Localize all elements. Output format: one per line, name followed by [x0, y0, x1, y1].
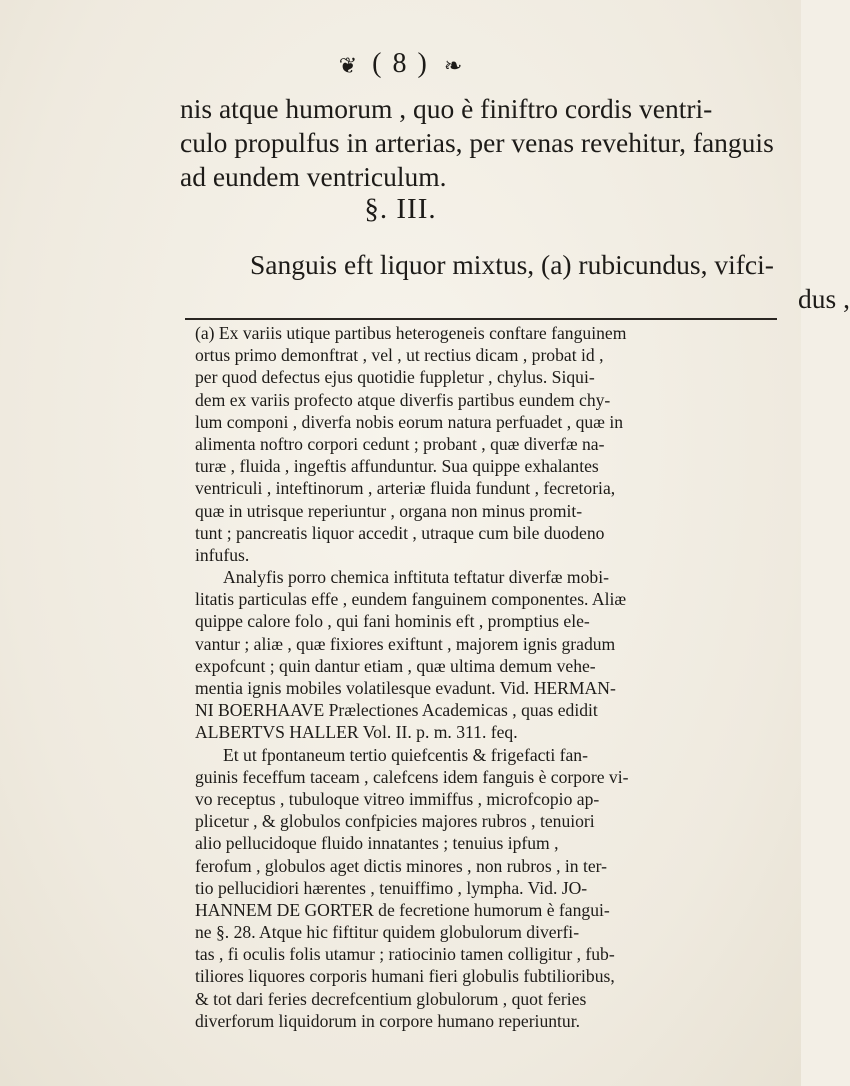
footnote-line: ferofum , globulos aget dictis minores , non rubros , in ter-	[195, 855, 608, 876]
text-line: nis atque humorum , quo è finiftro cordis ventri-	[180, 93, 713, 124]
footnote-line: tunt ; pancreatis liquor accedit , utraque cum bile duodeno	[195, 522, 605, 543]
footnote-line: alimenta noftro corpori cedunt ; probant , quæ diverfæ na-	[195, 433, 605, 454]
footnote-line: HANNEM DE GORTER de fecretione humorum è fangui-	[195, 899, 610, 920]
footnote-line: vantur ; aliæ , quæ fixiores exiftunt , majorem ignis gradum	[195, 633, 616, 654]
footnote-line: dem ex variis profecto atque diverfis partibus eundem chy-	[195, 389, 611, 410]
footnote-line: ventriculi , inteftinorum , arteriæ fluida fundunt , fecretoria,	[195, 478, 616, 499]
text-line: culo propulfus in arterias, per venas revehitur, fanguis	[180, 127, 774, 158]
footnote-line: ALBERTVS HALLER Vol. II. p. m. 311. feq.	[195, 722, 518, 743]
footnote-line: diverforum liquidorum in corpore humano reperiuntur.	[195, 1010, 581, 1031]
page-number: ( 8 )	[372, 48, 429, 79]
footnote-line: turæ , fluida , ingeftis affunduntur. Sua quippe exhalantes	[195, 456, 599, 477]
text-line: ad eundem ventriculum.	[180, 161, 447, 192]
footnote-line: alio pellucidoque fluido innatantes ; tenuius ipfum ,	[195, 833, 559, 854]
footnote-line: mentia ignis mobiles volatilesque evadunt. Vid. HERMAN-	[195, 678, 616, 698]
footnote-line: ortus primo demonftrat , vel , ut rectius dicam , probat id ,	[195, 345, 604, 366]
footnote-line: expofcunt ; quin dantur etiam , quæ ultima demum vehe-	[195, 655, 596, 676]
footnote-line: quippe calore folo , qui fani hominis eft , promptius ele-	[195, 611, 590, 632]
footnote	[195, 322, 775, 1032]
footnote-line: per quod defectus ejus quotidie fuppletur , chylus. Siqui-	[195, 367, 595, 388]
footnote-line: tiliores liquores corporis humani fieri globulis fubtilioribus,	[195, 966, 615, 987]
footnote-line: vo receptus , tubuloque vitreo immiffus , microfcopio ap-	[195, 788, 600, 809]
footnote-line: & tot dari feries decrefcentium globulorum , quot feries	[195, 988, 587, 1009]
left-ornament-icon: ❦	[338, 52, 358, 78]
footnote-line: quæ in utrisque reperiuntur , organa non minus promit-	[195, 500, 583, 521]
footnote-line: litatis particulas effe , eundem fanguinem componentes. Aliæ	[195, 589, 627, 610]
footnote-line: guinis feceffum taceam , calefcens idem fanguis è corpore vi-	[195, 766, 629, 787]
section-heading: §. III.	[364, 193, 437, 225]
footnote-line: lum componi , diverfa nobis eorum natura perfuadet , quæ in	[195, 411, 624, 432]
footnote-divider	[185, 318, 777, 320]
footnote-line: plicetur , & globulos confpicies majores rubros , tenuiori	[195, 811, 595, 832]
page-header	[0, 48, 801, 80]
text-line: Sanguis eft liquor mixtus, (a) rubicundus, vifci-	[250, 249, 774, 280]
footnote-line: (a) Ex variis utique partibus heterogeneis conftare fanguinem	[195, 323, 627, 343]
text-line: dus ,	[798, 283, 850, 314]
paragraph-2	[250, 248, 850, 316]
footnote-line: tas , fi oculis folis utamur ; ratiocinio tamen colligitur , fub-	[195, 944, 615, 965]
right-ornament-icon: ❧	[443, 52, 463, 78]
footnote-line: Et ut fpontaneum tertio quiefcentis & frigefacti fan-	[223, 744, 588, 765]
footnote-line: NI BOERHAAVE Prælectiones Academicas , quas edidit	[195, 700, 598, 721]
footnote-line: infufus.	[195, 544, 250, 565]
footnote-line: tio pellucidiori hærentes , tenuiffimo , lympha. Vid. JO-	[195, 877, 588, 898]
paragraph-1	[180, 92, 780, 194]
footnote-line: Analyfis porro chemica inftituta teftatur diverfæ mobi-	[223, 567, 609, 588]
footnote-line: ne §. 28. Atque hic fiftitur quidem globulorum diverfi-	[195, 922, 580, 943]
